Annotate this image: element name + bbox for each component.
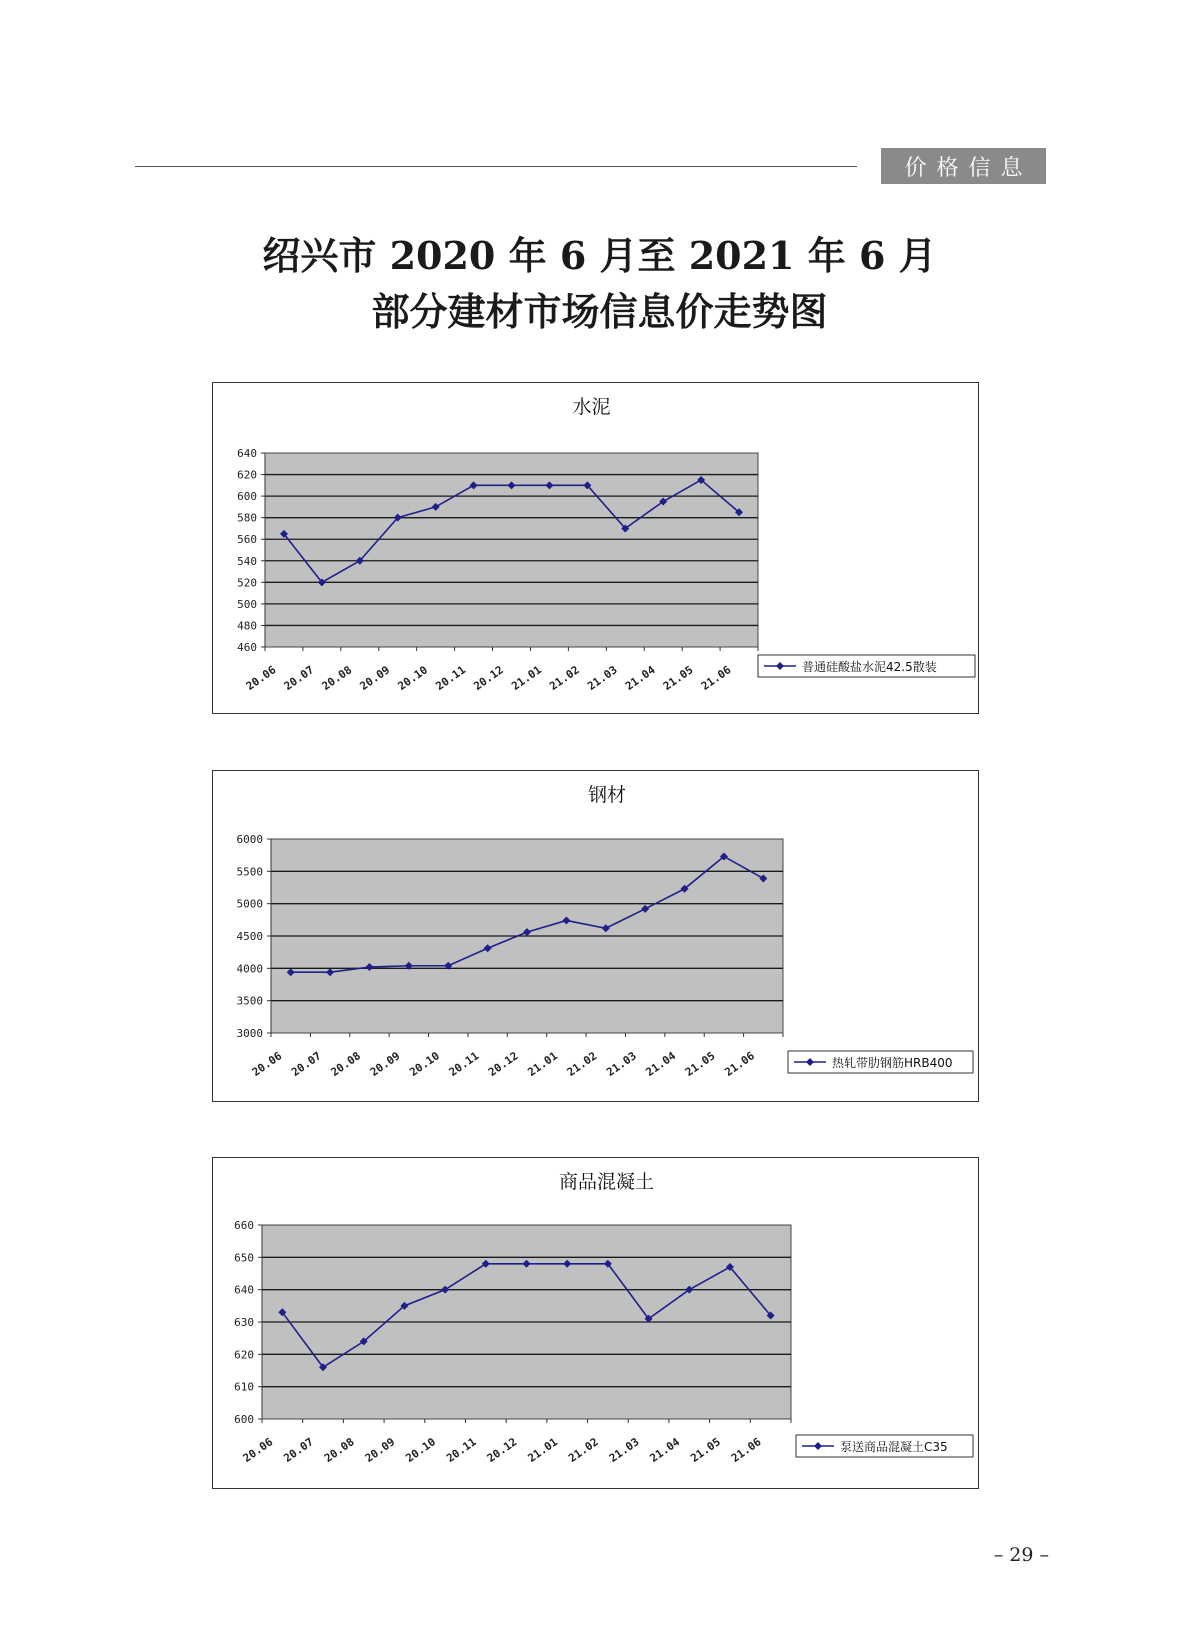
y-tick-label: 560: [237, 533, 257, 547]
y-tick-label: 660: [234, 1219, 254, 1232]
y-tick-label: 640: [237, 447, 257, 460]
x-tick-label: 20.08: [319, 663, 355, 693]
x-tick-label: 21.04: [623, 663, 658, 693]
y-tick-label: 640: [234, 1283, 254, 1297]
x-tick-label: 21.01: [525, 1435, 561, 1465]
y-tick-label: 520: [237, 576, 257, 590]
x-tick-label: 20.11: [433, 663, 469, 693]
y-tick-label: 3000: [236, 1027, 263, 1040]
x-tick-label: 21.01: [509, 663, 544, 693]
legend-label: 热轧带肋钢筋HRB400: [832, 1056, 953, 1070]
y-tick-label: 5500: [236, 865, 263, 879]
x-tick-label: 20.07: [289, 1049, 324, 1079]
y-tick-label: 480: [237, 619, 257, 633]
x-tick-label: 21.03: [585, 663, 620, 693]
y-tick-label: 460: [237, 641, 257, 654]
x-tick-label: 21.04: [647, 1435, 683, 1465]
y-tick-label: 540: [237, 554, 257, 568]
x-tick-label: 20.08: [328, 1049, 364, 1079]
x-tick-label: 20.12: [471, 663, 506, 693]
x-tick-label: 20.10: [395, 663, 431, 693]
page-title: [0, 228, 1199, 340]
x-tick-label: 20.06: [240, 1435, 276, 1465]
x-tick-label: 20.08: [322, 1435, 357, 1465]
page-title-line1: 绍兴市 2020 年 6 月至 2021 年 6 月: [262, 233, 937, 278]
page-number: – 29 –: [993, 1544, 1049, 1566]
x-tick-label: 20.10: [403, 1435, 439, 1465]
x-tick-label: 21.05: [660, 663, 696, 693]
x-tick-label: 20.07: [281, 1435, 316, 1465]
legend-label: 泵送商品混凝土C35: [840, 1440, 948, 1454]
y-tick-label: 6000: [236, 833, 263, 846]
chart-title: 水泥: [572, 396, 611, 418]
x-tick-label: 21.05: [682, 1049, 718, 1079]
chart-cement: [212, 382, 979, 714]
header-rule: [135, 166, 857, 167]
x-tick-label: 20.06: [249, 1049, 285, 1079]
section-tag: 价格信息: [881, 148, 1046, 184]
x-tick-label: 21.03: [606, 1435, 642, 1465]
x-tick-label: 21.02: [566, 1435, 601, 1465]
x-tick-label: 20.11: [446, 1049, 482, 1079]
x-tick-label: 21.02: [564, 1049, 600, 1079]
y-tick-label: 620: [237, 468, 257, 482]
x-tick-label: 20.09: [362, 1435, 398, 1465]
x-tick-label: 21.04: [643, 1049, 679, 1079]
chart-cement-svg: [213, 383, 978, 713]
chart-concrete: [212, 1157, 979, 1489]
y-tick-label: 5000: [236, 897, 263, 911]
y-tick-label: 500: [237, 597, 257, 611]
y-tick-label: 600: [234, 1413, 254, 1426]
x-tick-label: 21.02: [547, 663, 582, 693]
y-tick-label: 620: [234, 1348, 254, 1362]
chart-title: 钢材: [587, 784, 627, 806]
y-tick-label: 580: [237, 511, 257, 525]
chart-steel: [212, 770, 979, 1102]
y-tick-label: 650: [234, 1251, 254, 1265]
y-tick-label: 4000: [236, 962, 263, 976]
y-tick-label: 630: [234, 1316, 254, 1329]
x-tick-label: 20.10: [407, 1049, 442, 1079]
x-tick-label: 21.06: [728, 1435, 764, 1465]
y-tick-label: 4500: [236, 930, 263, 943]
x-tick-label: 20.11: [444, 1435, 479, 1465]
x-tick-label: 21.05: [688, 1435, 723, 1465]
x-tick-label: 20.09: [367, 1049, 403, 1079]
x-tick-label: 20.12: [486, 1049, 521, 1079]
x-tick-label: 20.09: [357, 663, 393, 693]
legend-label: 普通硅酸盐水泥42.5散装: [802, 660, 937, 674]
y-tick-label: 3500: [236, 994, 263, 1008]
x-tick-label: 20.06: [243, 663, 279, 693]
x-tick-label: 21.06: [698, 663, 734, 693]
x-tick-label: 21.03: [604, 1049, 639, 1079]
x-tick-label: 21.06: [722, 1049, 757, 1079]
chart-title: 商品混凝土: [558, 1171, 655, 1193]
chart-concrete-svg: [213, 1158, 978, 1488]
y-tick-label: 610: [234, 1380, 254, 1394]
x-tick-label: 20.12: [484, 1435, 520, 1465]
chart-steel-svg: [213, 771, 978, 1101]
x-tick-label: 21.01: [525, 1049, 561, 1079]
x-tick-label: 20.07: [281, 663, 317, 693]
page-title-line2: 部分建材市场信息价走势图: [371, 289, 828, 334]
y-tick-label: 600: [237, 490, 257, 504]
